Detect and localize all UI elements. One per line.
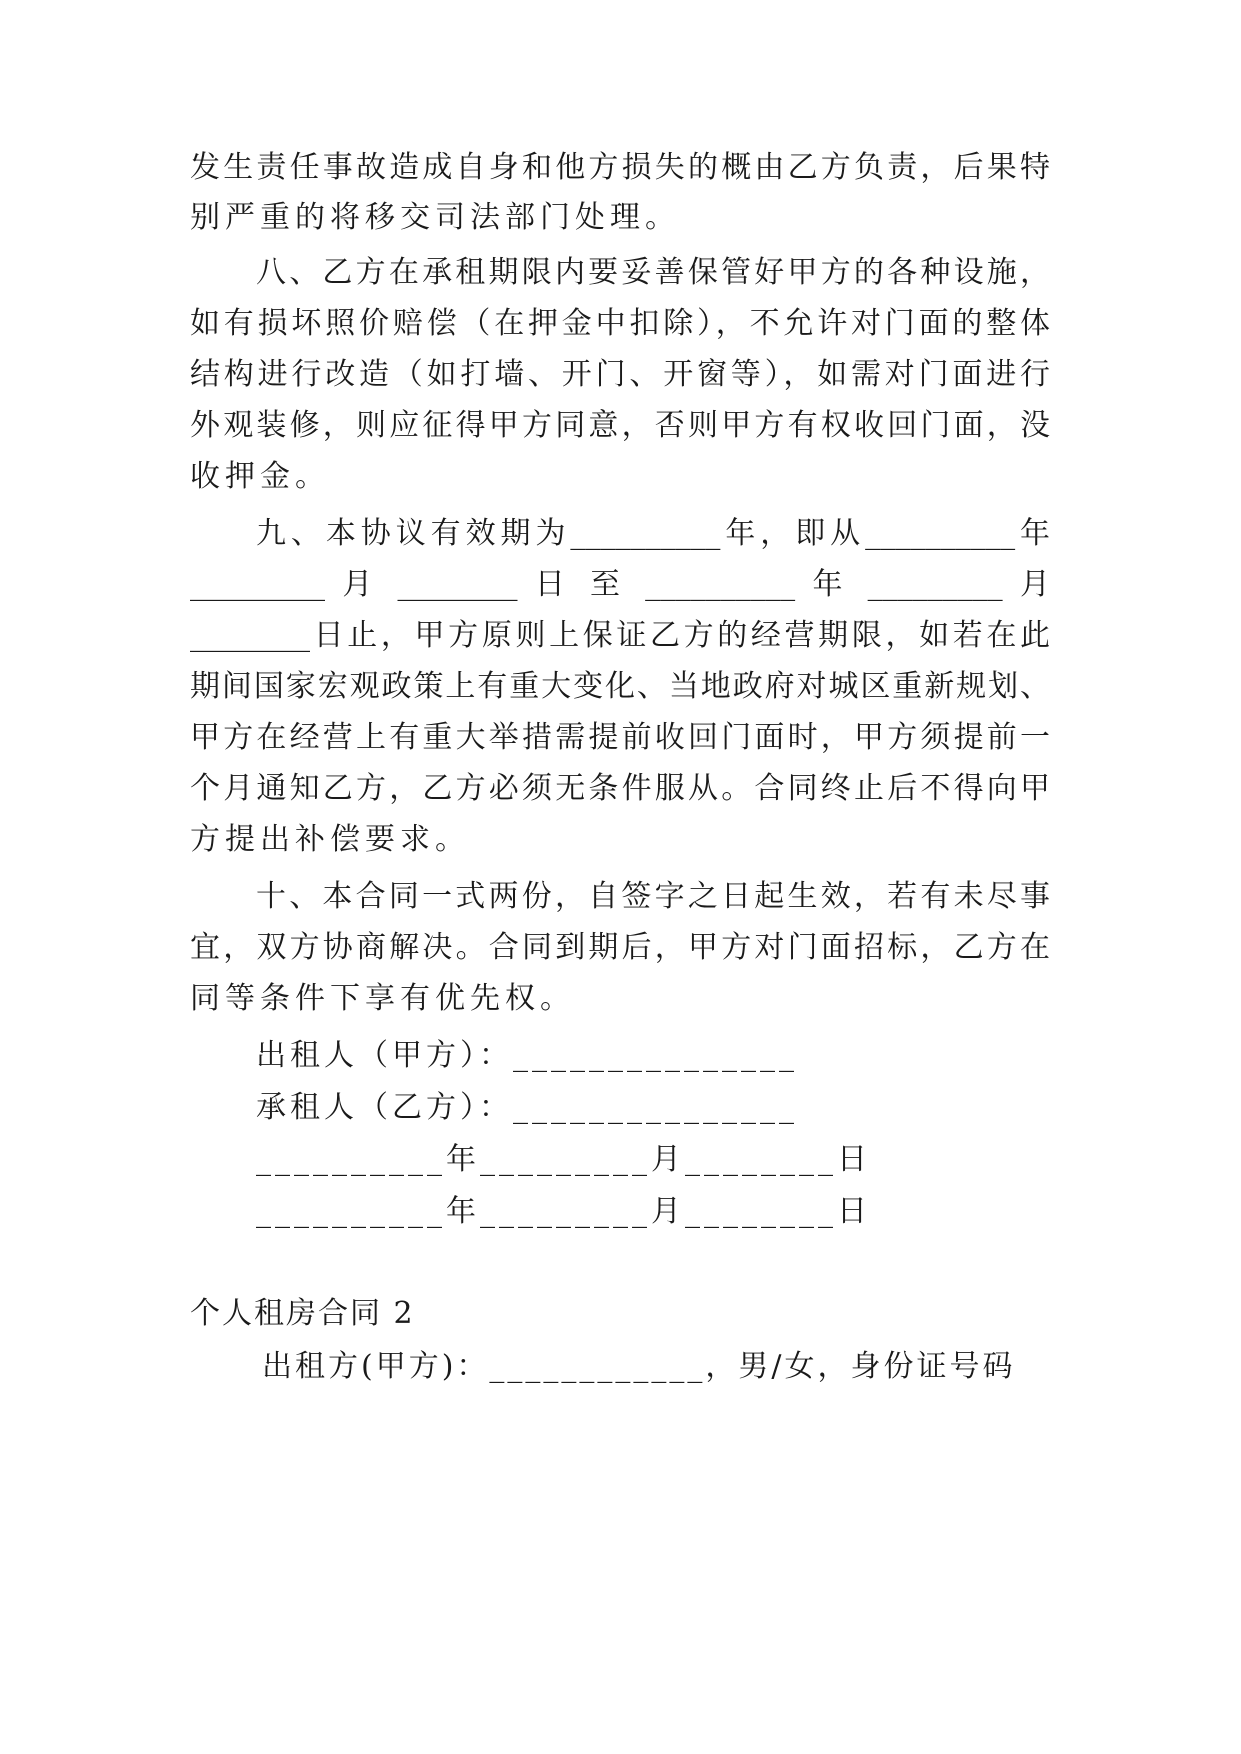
paragraph-line: 甲方在经营上有重大举措需提前收回门面时，甲方须提前一 [190,720,1050,755]
paragraph-line: 同等条件下享有优先权。 [190,981,575,1016]
date-line: __________年_________月________日 [256,1194,871,1229]
paragraph-line: _________ 月 ________ 日 至 __________ 年 _________ 月 [190,567,1050,602]
clause-9-line: 九、本协议有效期为__________年，即从__________年 [256,516,1050,551]
lessee-signature-line: 承租人（乙方）：_______________ [256,1090,798,1125]
paragraph-line: 期间国家宏观政策上有重大变化、当地政府对城区重新规划、 [190,669,1050,704]
paragraph-line: 如有损坏照价赔偿（在押金中扣除），不允许对门面的整体 [190,306,1050,341]
paragraph-line: 结构进行改造（如打墙、开门、开窗等），如需对门面进行 [190,357,1050,392]
paragraph-line: 发生责任事故造成自身和他方损失的概由乙方负责，后果特 [190,150,1050,185]
paragraph-line: 个月通知乙方，乙方必须无条件服从。合同终止后不得向甲 [190,771,1050,806]
paragraph-line: ________日止，甲方原则上保证乙方的经营期限，如若在此 [190,618,1050,653]
paragraph-line: 别严重的将移交司法部门处理。 [190,200,680,235]
paragraph-line: 方提出补偿要求。 [190,822,470,857]
contract-2-first-line: 出租方(甲方)：____________，男/女，身份证号码 [262,1349,1016,1384]
date-line: __________年_________月________日 [256,1142,871,1177]
paragraph-line: 宜，双方协商解决。合同到期后，甲方对门面招标，乙方在 [190,930,1050,965]
clause-8-line: 八、乙方在承租期限内要妥善保管好甲方的各种设施， [256,255,1050,290]
lessor-signature-line: 出租人（甲方）：_______________ [256,1038,798,1073]
paragraph-line: 收押金。 [190,459,330,494]
clause-10-line: 十、本合同一式两份，自签字之日起生效，若有未尽事 [256,879,1050,914]
contract-2-title: 个人租房合同 2 [190,1296,415,1331]
paragraph-line: 外观装修，则应征得甲方同意，否则甲方有权收回门面，没 [190,408,1050,443]
